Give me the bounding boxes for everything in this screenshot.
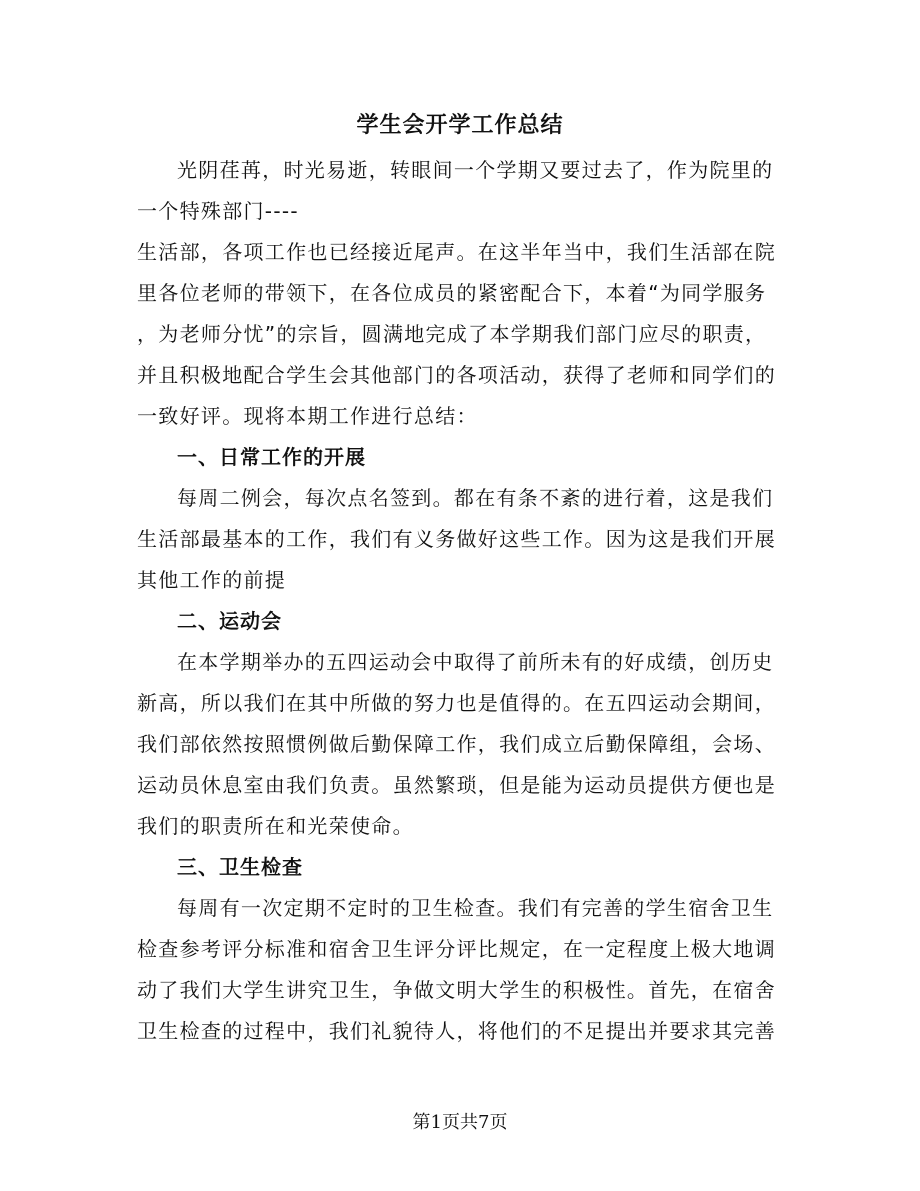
section-heading: 二、运动会 bbox=[177, 609, 282, 633]
section-heading: 一、日常工作的开展 bbox=[177, 445, 366, 469]
document-title: 学生会开学工作总结 bbox=[356, 113, 564, 138]
paragraph-line: 动了我们大学生讲究卫生，争做文明大学生的积极性。首先，在宿舍 bbox=[137, 978, 776, 1002]
paragraph-line: 其他工作的前提 bbox=[137, 568, 287, 592]
paragraph-line: ，为老师分忧”的宗旨，圆满地完成了本学期我们部门应尽的职责， bbox=[137, 322, 767, 346]
paragraph-line: 在本学期举办的五四运动会中取得了前所未有的好成绩，创历史 bbox=[177, 650, 774, 674]
section-heading: 三、卫生检查 bbox=[177, 855, 303, 879]
paragraph-line: 每周二例会，每次点名签到。都在有条不紊的进行着，这是我们 bbox=[177, 486, 774, 510]
paragraph-line: 新高，所以我们在其中所做的努力也是值得的。在五四运动会期间， bbox=[137, 691, 776, 715]
page-footer: 第1页共7页 bbox=[412, 1112, 508, 1133]
paragraph-line: 我们部依然按照惯例做后勤保障工作，我们成立后勤保障组，会场、 bbox=[137, 732, 776, 756]
paragraph-line: 光阴荏苒，时光易逝，转眼间一个学期又要过去了，作为院里的 bbox=[177, 158, 774, 182]
paragraph-line: 生活部，各项工作也已经接近尾声。在这半年当中，我们生活部在院 bbox=[137, 240, 776, 264]
paragraph-line: 运动员休息室由我们负责。虽然繁琐，但是能为运动员提供方便也是 bbox=[137, 773, 776, 797]
paragraph-line: 卫生检查的过程中，我们礼貌待人，将他们的不足提出并要求其完善 bbox=[137, 1019, 776, 1043]
paragraph-line: 一致好评。现将本期工作进行总结： bbox=[137, 404, 478, 428]
paragraph-line: 检查参考评分标准和宿舍卫生评分评比规定，在一定程度上极大地调 bbox=[137, 937, 776, 961]
paragraph-line: 我们的职责所在和光荣使命。 bbox=[137, 814, 414, 838]
paragraph-line: 生活部最基本的工作，我们有义务做好这些工作。因为这是我们开展 bbox=[137, 527, 776, 551]
paragraph-line: 并且积极地配合学生会其他部门的各项活动，获得了老师和同学们的 bbox=[137, 363, 776, 387]
paragraph-line: 每周有一次定期不定时的卫生检查。我们有完善的学生宿舍卫生 bbox=[177, 896, 774, 920]
paragraph-line: 一个特殊部门---- bbox=[137, 199, 299, 223]
paragraph-line: 里各位老师的带领下，在各位成员的紧密配合下，本着“为同学服务 bbox=[137, 281, 767, 305]
